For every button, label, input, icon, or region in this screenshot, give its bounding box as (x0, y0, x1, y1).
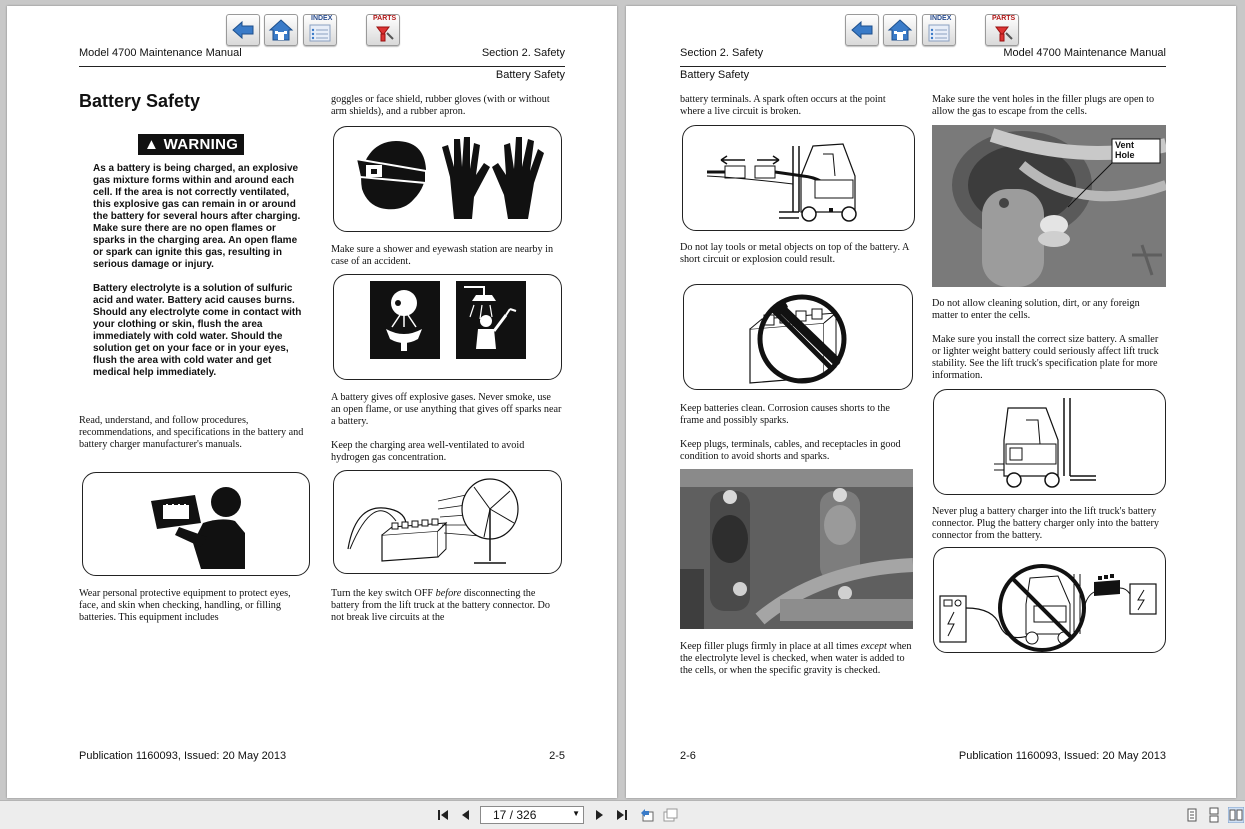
page-number-field[interactable] (480, 806, 584, 824)
paragraph-shower: Make sure a shower and eyewash station are nearby in case of an accident. (331, 244, 554, 267)
right-page (626, 6, 1236, 798)
parts-label: PARTS (992, 15, 1016, 22)
subheader: Battery Safety (495, 69, 565, 81)
text-span: when the electrolyte level is checked, when water is added to the cells, or when the specific gravity is checked. (680, 641, 912, 676)
left-page (7, 6, 617, 798)
last-page-icon[interactable] (613, 807, 629, 823)
page-title: Battery Safety (79, 91, 201, 111)
vent-hole-label (1115, 140, 1135, 160)
paragraph-explosive: A battery gives off explosive gases. Never smoke, use an open flame, or use anything that gives off sparks near a battery. (331, 392, 562, 427)
back-arrow-icon (846, 15, 878, 45)
previous-page-icon[interactable] (458, 807, 474, 823)
paragraph-clean: Keep batteries clean. Corrosion causes shorts to the frame and possibly sparks. (680, 403, 890, 426)
paragraph-plugs: Keep plugs, terminals, cables, and receptacles in good condition to avoid shorts and sparks. (680, 439, 901, 462)
paragraph-filler-plugs (680, 641, 912, 677)
paragraph-wear: Wear personal protective equipment to protect eyes, face, and skin when checking, handling, or filling batteries. This equipment includes (79, 588, 291, 623)
parts-label: PARTS (373, 15, 397, 22)
figure-disconnect (682, 125, 915, 231)
subheader: Battery Safety (680, 69, 750, 81)
warning-text (93, 163, 306, 391)
footer-publication: Publication 1160093, Issued: 20 May 2013 (79, 750, 287, 762)
disconnect-battery-forklift-icon (683, 126, 914, 230)
index-button[interactable] (303, 14, 337, 46)
next-page-icon[interactable] (591, 807, 607, 823)
figure-no-tools (683, 284, 913, 390)
paragraph-key-switch (331, 588, 563, 624)
battery-terminals-photo (680, 469, 913, 629)
paragraph-charger: Never plug a battery charger into the lift truck's battery connector. Plug the battery charger only into the battery connector from the battery. (932, 506, 1159, 541)
figure-ppe (333, 126, 562, 232)
paragraph-correct-battery: Make sure you install the correct size battery. A smaller or lighter weight battery could seriously affect lift truck stability. See the lift truck's specification plate for more information. (932, 334, 1159, 381)
emphasis-text: except (860, 641, 887, 652)
paragraph-goggles: goggles or face shield, rubber gloves (with or without arm shields), and a rubber apron. (331, 94, 550, 117)
warning-paragraph: Battery electrolyte is a solution of sulfuric acid and water. Battery acid causes burns. Should any electrolyte come in contact with your clothing or skin, flush the area immediately with cold water. Should the solution get on your face or in your eyes, flush the area with cold water and get medical help immediately. (93, 283, 302, 378)
no-tools-on-battery-icon (684, 285, 912, 389)
chevron-down-icon[interactable]: ▼ (572, 809, 580, 818)
paragraph-cleaning: Do not allow cleaning solution, dirt, or any foreign matter to enter the cells. (932, 298, 1140, 321)
paragraph-read: Read, understand, and follow procedures, recommendations, and specifications in the battery and battery charger manufacturer's manuals. (79, 415, 304, 450)
warning-paragraph: As a battery is being charged, an explosive gas mixture forms within and around each cell. If the area is not correctly ventilated, this explosive gas can remain in or around the battery for several hours after charging. Make sure there are no open flames or sparks in the charging area. An open flame or spark can ignite this gas, resulting in serious damage or injury. (93, 163, 301, 270)
single-page-view-icon[interactable] (1184, 807, 1200, 823)
bottom-toolbar (0, 800, 1245, 829)
paragraph-ventilated: Keep the charging area well-ventilated to avoid hydrogen gas concentration. (331, 440, 525, 463)
text-span: Turn the key switch OFF (331, 588, 436, 599)
index-label: INDEX (930, 15, 952, 22)
no-charger-into-truck-icon (934, 548, 1165, 652)
parts-button[interactable] (985, 14, 1019, 46)
home-icon (265, 15, 297, 45)
figure-ventilation (333, 470, 562, 574)
home-icon (884, 15, 916, 45)
home-button[interactable] (883, 14, 917, 46)
paragraph-tools: Do not lay tools or metal objects on top of the battery. A short circuit or explosion could result. (680, 242, 909, 265)
eyewash-and-shower-icon (334, 275, 561, 379)
vent-label-line: Vent (1115, 140, 1135, 150)
page-indicator: 17 / 326 (493, 808, 537, 822)
warning-badge (138, 134, 244, 155)
battery-and-fan-icon (334, 471, 561, 573)
header-left: Model 4700 Maintenance Manual (79, 47, 242, 59)
back-button[interactable] (845, 14, 879, 46)
index-button[interactable] (922, 14, 956, 46)
index-label: INDEX (311, 15, 333, 22)
warning-triangle-icon: ▲ (144, 136, 160, 153)
photo-battery-terminals (680, 469, 913, 629)
warning-label: WARNING (163, 136, 239, 153)
paragraph-vent: Make sure the vent holes in the filler plugs are open to allow the gas to escape from the cells. (932, 94, 1155, 117)
home-button[interactable] (264, 14, 298, 46)
continuous-view-icon[interactable] (1206, 807, 1222, 823)
figure-forklift (933, 389, 1166, 495)
footer-publication: Publication 1160093, Issued: 20 May 2013 (958, 750, 1166, 762)
emphasis-text: before (435, 588, 462, 599)
face-shield-and-gloves-icon (334, 127, 561, 231)
header-rule (79, 66, 565, 67)
photo-vent-hole (932, 125, 1166, 287)
back-button[interactable] (226, 14, 260, 46)
footer-page-number: 2-5 (549, 750, 565, 762)
person-reading-manual-icon (83, 473, 309, 575)
vent-label-line: Hole (1115, 150, 1135, 160)
text-span: disconnecting the battery from the lift truck at the battery connector. Do not break live circuits at the (331, 588, 550, 623)
header-left: Section 2. Safety (680, 47, 764, 59)
two-page-view-icon[interactable] (1228, 807, 1244, 823)
paragraph-terminals: battery terminals. A spark often occurs at the point where a live circuit is broken. (680, 94, 886, 117)
header-right: Model 4700 Maintenance Manual (1003, 47, 1166, 59)
header-rule (680, 66, 1166, 67)
text-span: Keep filler plugs firmly in place at all times (680, 641, 861, 652)
go-back-view-icon[interactable] (639, 807, 655, 823)
parts-button[interactable] (366, 14, 400, 46)
figure-no-charger-plug (933, 547, 1166, 653)
header-right: Section 2. Safety (481, 47, 565, 59)
back-arrow-icon (227, 15, 259, 45)
go-forward-view-icon[interactable] (662, 807, 678, 823)
figure-eyewash-shower (333, 274, 562, 380)
footer-page-number: 2-6 (680, 750, 696, 762)
first-page-icon[interactable] (436, 807, 452, 823)
forklift-icon (934, 390, 1165, 494)
figure-person-reading (82, 472, 310, 576)
